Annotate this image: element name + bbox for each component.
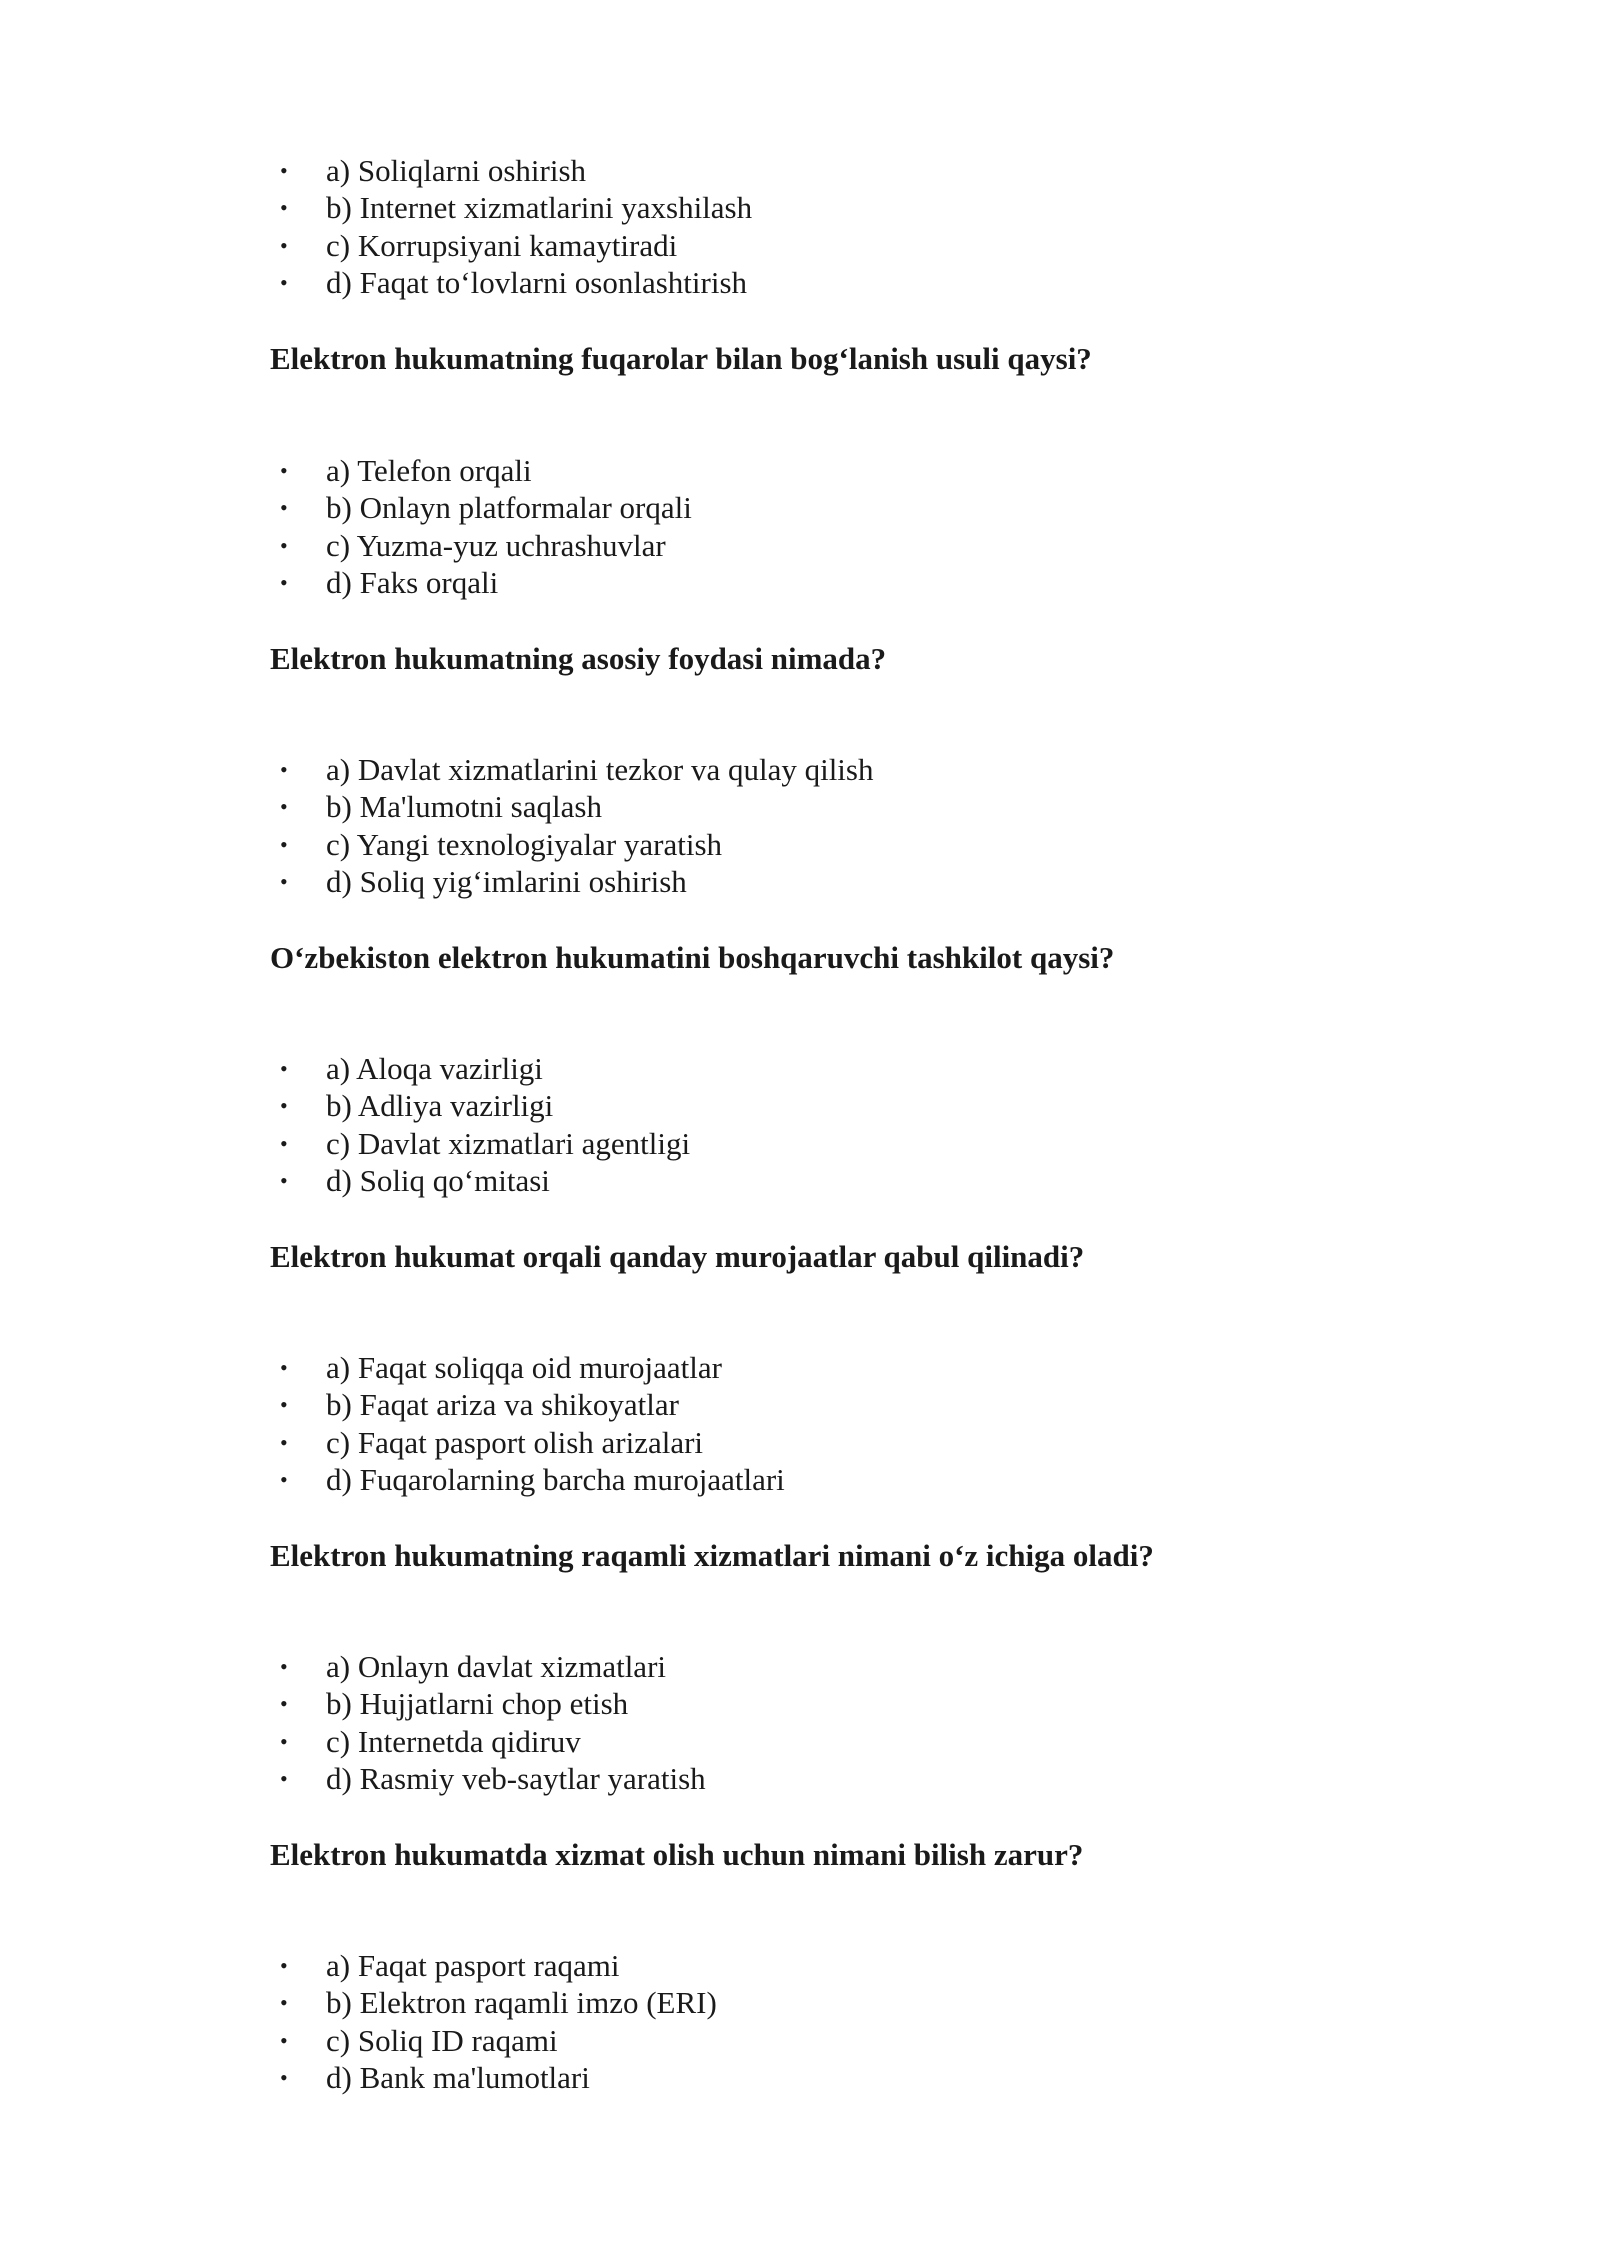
option-text: b) Elektron raqamli imzo (ERI) [326, 1985, 717, 2021]
bullet-icon: • [280, 1392, 288, 1418]
bullet-icon: • [280, 831, 288, 857]
option-item [270, 189, 752, 226]
option-item [270, 1349, 785, 1386]
option-item [270, 1162, 690, 1199]
bullet-icon: • [280, 569, 288, 595]
option-list [270, 1947, 717, 2096]
option-text: a) Soliqlarni oshirish [326, 153, 587, 188]
bullet-icon: • [280, 1765, 288, 1791]
bullet-icon: • [280, 1093, 288, 1119]
option-text: c) Korrupsiyani kamaytiradi [326, 227, 678, 263]
option-item [270, 1386, 785, 1423]
option-item [270, 1125, 690, 1162]
option-text: b) Internet xizmatlarini yaxshilash [326, 190, 753, 226]
bullet-icon: • [280, 1056, 288, 1081]
option-list [270, 452, 692, 601]
option-text: c) Faqat pasport olish arizalari [326, 1424, 704, 1460]
question-heading: Elektron hukumat orqali qanday murojaatlar qabul qilinadi? [270, 1239, 1085, 1274]
bullet-icon: • [280, 532, 288, 558]
question-heading: Elektron hukumatning raqamli xizmatlari nimani o‘z ichiga oladi? [270, 1538, 1154, 1573]
bullet-icon: • [280, 1990, 288, 2016]
option-item [270, 1760, 706, 1797]
option-text: a) Faqat soliqqa oid murojaatlar [326, 1350, 722, 1385]
option-list [270, 751, 873, 900]
option-text: b) Ma'lumotni saqlash [326, 789, 602, 825]
bullet-icon: • [280, 269, 288, 295]
option-item [270, 2059, 717, 2096]
option-text: c) Yangi texnologiyalar yaratish [326, 826, 723, 862]
option-item [270, 1947, 717, 1984]
option-text: a) Onlayn davlat xizmatlari [326, 1649, 667, 1684]
bullet-icon: • [280, 195, 288, 221]
bullet-icon: • [280, 1691, 288, 1717]
option-text: d) Faqat to‘lovlarni osonlashtirish [326, 264, 748, 300]
option-item [270, 826, 873, 863]
bullet-icon: • [280, 158, 288, 183]
bullet-icon: • [280, 495, 288, 521]
bullet-icon: • [280, 2064, 288, 2090]
option-item [270, 863, 873, 900]
option-text: d) Bank ma'lumotlari [326, 2059, 590, 2095]
option-item [270, 152, 752, 189]
bullet-icon: • [280, 2027, 288, 2053]
option-text: b) Adliya vazirligi [326, 1088, 554, 1124]
option-text: d) Fuqarolarning barcha murojaatlari [326, 1461, 785, 1497]
option-item [270, 1461, 785, 1498]
option-item [270, 527, 692, 564]
option-item [270, 1050, 690, 1087]
bullet-icon: • [280, 868, 288, 894]
option-item [270, 227, 752, 264]
option-text: d) Rasmiy veb-saytlar yaratish [326, 1760, 706, 1796]
option-item [270, 1723, 706, 1760]
question-heading: O‘zbekiston elektron hukumatini boshqaruvchi tashkilot qaysi? [270, 940, 1115, 975]
option-list [270, 152, 752, 301]
option-text: a) Faqat pasport raqami [326, 1948, 620, 1983]
question-heading: Elektron hukumatda xizmat olish uchun nimani bilish zarur? [270, 1837, 1084, 1872]
option-item [270, 1648, 706, 1685]
option-item [270, 1087, 690, 1124]
option-text: d) Faks orqali [326, 564, 499, 600]
option-item [270, 2022, 717, 2059]
question-heading: Elektron hukumatning fuqarolar bilan bog‘lanish usuli qaysi? [270, 341, 1092, 376]
option-text: d) Soliq yig‘imlarini oshirish [326, 863, 687, 899]
bullet-icon: • [280, 1167, 288, 1193]
bullet-icon: • [280, 232, 288, 258]
option-item [270, 1424, 785, 1461]
question-heading: Elektron hukumatning asosiy foydasi nimada? [270, 641, 887, 676]
option-text: c) Soliq ID raqami [326, 2022, 558, 2058]
option-text: a) Davlat xizmatlarini tezkor va qulay qilish [326, 752, 874, 787]
option-text: d) Soliq qo‘mitasi [326, 1162, 550, 1198]
bullet-icon: • [280, 458, 288, 483]
option-text: c) Davlat xizmatlari agentligi [326, 1125, 691, 1161]
option-list [270, 1050, 690, 1199]
bullet-icon: • [280, 1953, 288, 1978]
bullet-icon: • [280, 1466, 288, 1492]
bullet-icon: • [280, 794, 288, 820]
option-text: c) Internetda qidiruv [326, 1723, 581, 1759]
option-text: b) Hujjatlarni chop etish [326, 1686, 629, 1722]
option-text: b) Onlayn platformalar orqali [326, 490, 692, 526]
bullet-icon: • [280, 1130, 288, 1156]
option-text: a) Telefon orqali [326, 453, 532, 488]
option-item [270, 264, 752, 301]
option-item [270, 1984, 717, 2021]
option-text: a) Aloqa vazirligi [326, 1051, 543, 1086]
option-item [270, 452, 692, 489]
bullet-icon: • [280, 757, 288, 782]
option-item [270, 788, 873, 825]
option-text: c) Yuzma-yuz uchrashuvlar [326, 527, 666, 563]
option-item [270, 1685, 706, 1722]
option-item [270, 564, 692, 601]
bullet-icon: • [280, 1355, 288, 1380]
option-list [270, 1349, 785, 1498]
bullet-icon: • [280, 1728, 288, 1754]
bullet-icon: • [280, 1429, 288, 1455]
option-list [270, 1648, 706, 1797]
option-text: b) Faqat ariza va shikoyatlar [326, 1387, 679, 1423]
bullet-icon: • [280, 1654, 288, 1679]
option-item [270, 751, 873, 788]
option-item [270, 489, 692, 526]
